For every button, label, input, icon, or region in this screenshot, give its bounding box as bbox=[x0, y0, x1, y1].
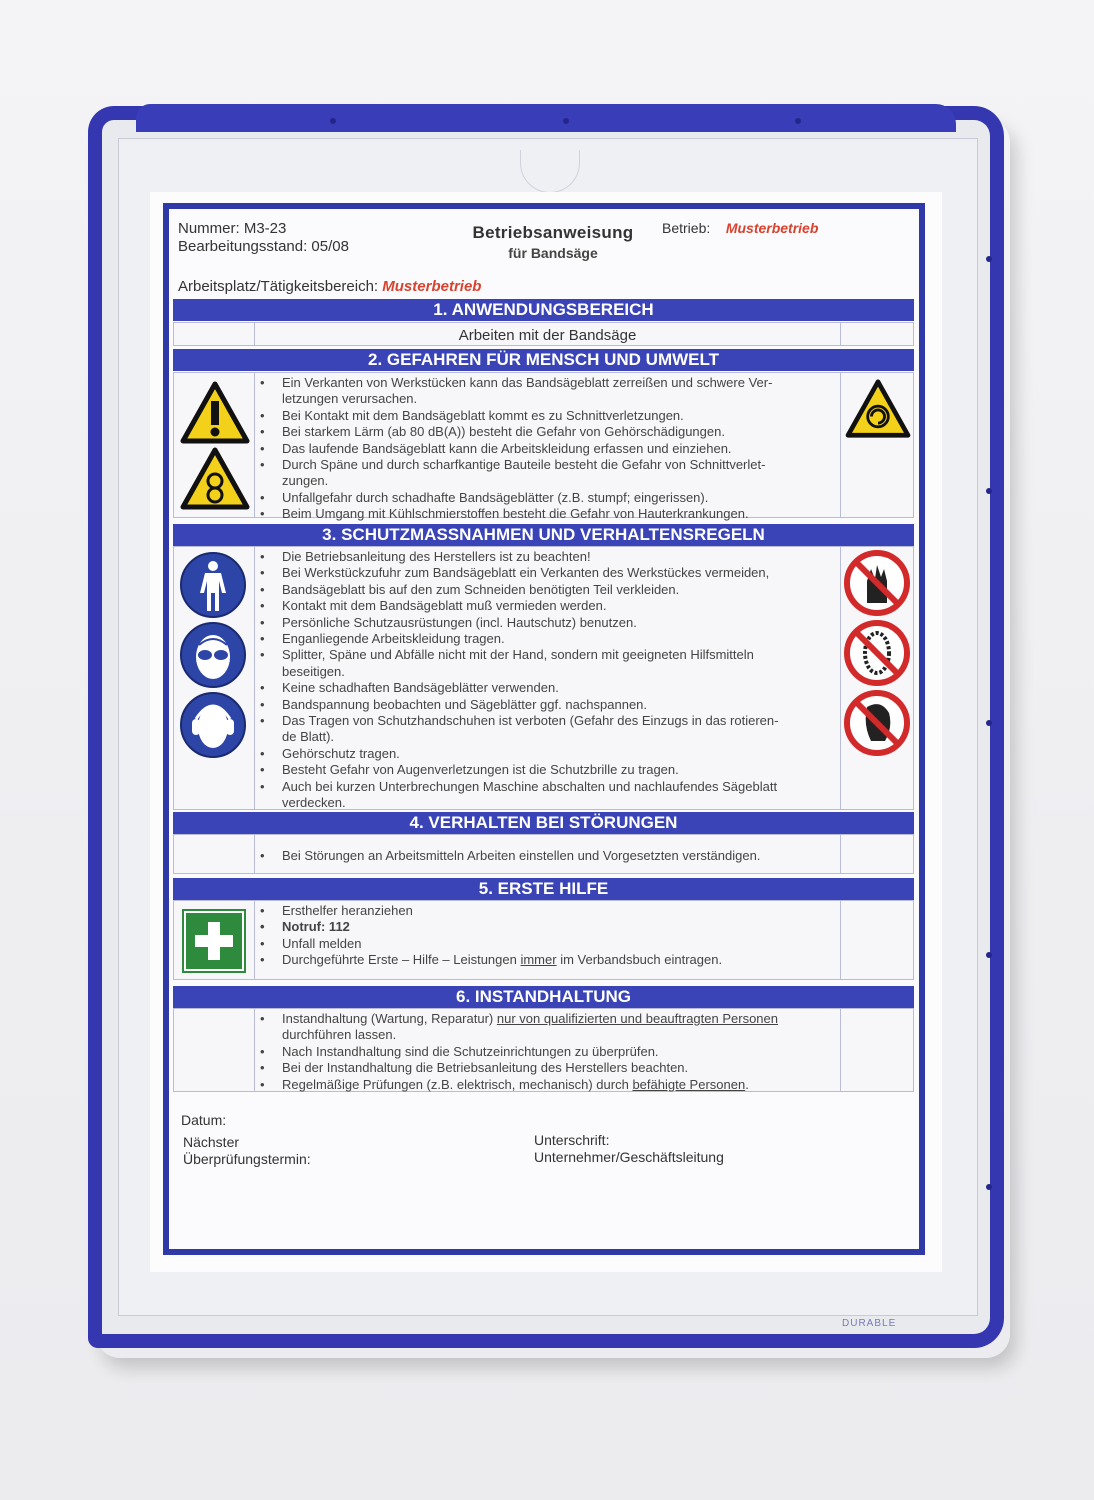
rivet bbox=[986, 256, 992, 262]
list-item: • Splitter, Späne und Abfälle nicht mit der Hand, sondern mit geeigneten Hilfsmitteln bbox=[282, 647, 841, 663]
list-item-continuation: durchführen lassen. bbox=[282, 1027, 397, 1043]
list-item bbox=[282, 952, 841, 968]
next-review-label: Nächster bbox=[183, 1134, 240, 1150]
maintenance-list bbox=[254, 1011, 841, 1093]
icon-column bbox=[174, 901, 255, 979]
section-1-title: 1. ANWENDUNGSBEREICH bbox=[173, 299, 914, 321]
list-item: • Enganliegende Arbeitskleidung tragen. bbox=[282, 631, 841, 647]
goggles-icon bbox=[179, 621, 247, 689]
list-item: • Persönliche Schutzausrüstungen (incl. Hautschutz) benutzen. bbox=[282, 615, 841, 631]
frame-top-rail bbox=[136, 104, 956, 132]
signature-label: Unterschrift: bbox=[534, 1132, 610, 1148]
list-item: • Nach Instandhaltung sind die Schutzeinrichtungen zu überprüfen. bbox=[282, 1044, 841, 1060]
list-item-continuation: zungen. bbox=[282, 473, 329, 489]
next-review-field bbox=[183, 1134, 311, 1168]
right-column bbox=[840, 1009, 913, 1091]
list-item: • Bei der Instandhaltung die Betriebsanleitung des Herstellers beachten. bbox=[282, 1060, 841, 1076]
section-5-title: 5. ERSTE HILFE bbox=[173, 878, 914, 900]
list-item: • Auch bei kurzen Unterbrechungen Maschine abschalten und nachlaufendes Sägeblatt bbox=[282, 779, 841, 795]
icon-column bbox=[174, 323, 255, 345]
right-column bbox=[840, 323, 913, 345]
section-2-body bbox=[173, 372, 914, 522]
date-field: Datum: bbox=[181, 1112, 227, 1128]
list-item: • Unfallgefahr durch schadhafte Bandsägeblätter (z.B. stumpf; eingerissen). bbox=[282, 490, 841, 506]
signature-field bbox=[534, 1132, 724, 1166]
section-4-body bbox=[173, 834, 914, 874]
list-item: • Das laufende Bandsägeblatt kann die Arbeitskleidung erfassen und einziehen. bbox=[282, 441, 841, 457]
ear-protection-icon bbox=[179, 691, 247, 759]
section-6-title: 6. INSTANDHALTUNG bbox=[173, 986, 914, 1008]
list-item: • Ersthelfer heranziehen bbox=[282, 903, 841, 919]
list-item: • Die Betriebsanleitung des Herstellers ist zu beachten! bbox=[282, 549, 841, 565]
list-item-continuation: letzungen verursachen. bbox=[282, 391, 418, 407]
document-subtitle: für Bandsäge bbox=[508, 245, 598, 261]
malfunction-list bbox=[254, 848, 841, 864]
protective-clothing-icon bbox=[179, 551, 247, 619]
warning-roller-icon bbox=[180, 447, 250, 511]
text-part: Instandhaltung (Wartung, Reparatur) bbox=[282, 1011, 497, 1026]
rivet bbox=[986, 488, 992, 494]
list-item: • Besteht Gefahr von Augenverletzungen ist die Schutzbrille zu tragen. bbox=[282, 762, 841, 778]
list-item: • Bandspannung beobachten und Sägeblätter ggf. nachspannen. bbox=[282, 697, 841, 713]
list-item bbox=[282, 1011, 841, 1027]
document-title: Betriebsanweisung bbox=[472, 223, 634, 242]
document-number: Nummer: M3-23 bbox=[178, 220, 287, 237]
rivet bbox=[986, 720, 992, 726]
list-item: • Bei Werkstückzufuhr zum Bandsägeblatt ein Verkanten des Werkstückes vermeiden, bbox=[282, 565, 841, 581]
company-label: Betrieb: bbox=[662, 220, 711, 236]
emergency-call: • Notruf: 112 bbox=[282, 919, 841, 935]
list-item: • Bei Störungen an Arbeitsmitteln Arbeiten einstellen und Vorgesetzten verständigen. bbox=[282, 848, 841, 864]
text-part: Durchgeführte Erste – Hilfe – Leistungen bbox=[282, 952, 521, 968]
right-column bbox=[840, 901, 913, 979]
application-scope: Arbeiten mit der Bandsäge bbox=[458, 327, 637, 344]
list-item: • Durch Späne und durch scharfkantige Bauteile besteht die Gefahr von Schnittverlet- bbox=[282, 457, 841, 473]
no-loose-hair-icon bbox=[843, 689, 911, 757]
text-emphasis: nur von qualifizierten und beauftragten Personen bbox=[496, 1011, 778, 1026]
icon-column bbox=[174, 1009, 255, 1091]
first-aid-list bbox=[254, 903, 841, 969]
section-3-body bbox=[173, 546, 914, 810]
icon-column bbox=[174, 547, 255, 809]
signature-role: Unternehmer/Geschäftsleitung bbox=[534, 1149, 724, 1165]
section-6-body bbox=[173, 1008, 914, 1092]
company-field bbox=[662, 220, 818, 236]
header-meta bbox=[178, 220, 349, 256]
list-item: • Keine schadhaften Bandsägeblätter verwenden. bbox=[282, 680, 841, 696]
first-aid-icon bbox=[182, 909, 246, 973]
list-item-continuation: verdecken. bbox=[282, 795, 346, 811]
list-item-continuation: de Blatt). bbox=[282, 729, 335, 745]
text-emphasis: immer bbox=[520, 952, 557, 968]
list-item-continuation: beseitigen. bbox=[282, 663, 345, 679]
section-3-title: 3. SCHUTZMASSNAHMEN UND VERHALTENSREGELN bbox=[173, 524, 914, 546]
list-item: • Gehörschutz tragen. bbox=[282, 746, 841, 762]
right-column bbox=[840, 547, 913, 809]
rivet bbox=[563, 118, 569, 124]
section-2-title: 2. GEFAHREN FÜR MENSCH UND UMWELT bbox=[173, 349, 914, 371]
hazard-list bbox=[254, 375, 841, 523]
no-jewelry-icon bbox=[843, 619, 911, 687]
section-5-body bbox=[173, 900, 914, 980]
list-item: • Beim Umgang mit Kühlschmierstoffen besteht die Gefahr von Hauterkrankungen. bbox=[282, 506, 841, 522]
section-4-title: 4. VERHALTEN BEI STÖRUNGEN bbox=[173, 812, 914, 834]
text-part: im Verbandsbuch eintragen. bbox=[556, 952, 723, 968]
list-item: • Bandsägeblatt bis auf den zum Schneiden benötigten Teil verkleiden. bbox=[282, 582, 841, 598]
no-gloves-icon bbox=[843, 549, 911, 617]
list-item bbox=[282, 1077, 841, 1093]
brand-mark: DURABLE bbox=[842, 1318, 897, 1329]
warning-rotating-parts-icon bbox=[845, 379, 911, 439]
rivet bbox=[795, 118, 801, 124]
icon-column bbox=[174, 835, 255, 873]
company-value: Musterbetrieb bbox=[725, 220, 819, 236]
icon-column bbox=[174, 373, 255, 517]
next-review-label: Überprüfungstermin: bbox=[183, 1151, 311, 1167]
rivet bbox=[986, 1184, 992, 1190]
list-item: • Bei Kontakt mit dem Bandsägeblatt kommt es zu Schnittverletzungen. bbox=[282, 408, 841, 424]
text-part: Regelmäßige Prüfungen (z.B. elektrisch, mechanisch) durch bbox=[282, 1076, 633, 1092]
warning-exclamation-icon bbox=[180, 381, 250, 445]
edit-state: Bearbeitungsstand: 05/08 bbox=[178, 238, 349, 255]
text-emphasis: befähigte Personen bbox=[632, 1076, 746, 1092]
list-item: • Ein Verkanten von Werkstücken kann das Bandsägeblatt zerreißen und schwere Ver- bbox=[282, 375, 841, 391]
measures-list bbox=[254, 549, 841, 812]
list-item: • Unfall melden bbox=[282, 936, 841, 952]
right-column bbox=[840, 373, 913, 517]
operating-instruction-document bbox=[163, 203, 925, 1255]
rivet bbox=[986, 952, 992, 958]
section-1-body bbox=[173, 322, 914, 346]
rivet bbox=[330, 118, 336, 124]
list-item: • Bei starkem Lärm (ab 80 dB(A)) besteht die Gefahr von Gehörschädigungen. bbox=[282, 424, 841, 440]
right-column bbox=[840, 835, 913, 873]
text-part: . bbox=[745, 1076, 749, 1092]
document-title-block bbox=[453, 223, 653, 261]
workplace-field bbox=[178, 278, 481, 295]
list-item: • Kontakt mit dem Bandsägeblatt muß vermieden werden. bbox=[282, 598, 841, 614]
list-item: • Das Tragen von Schutzhandschuhen ist verboten (Gefahr des Einzugs in das rotieren- bbox=[282, 713, 841, 729]
workplace-value: Musterbetrieb bbox=[382, 278, 482, 295]
workplace-label: Arbeitsplatz/Tätigkeitsbereich: bbox=[178, 278, 379, 295]
